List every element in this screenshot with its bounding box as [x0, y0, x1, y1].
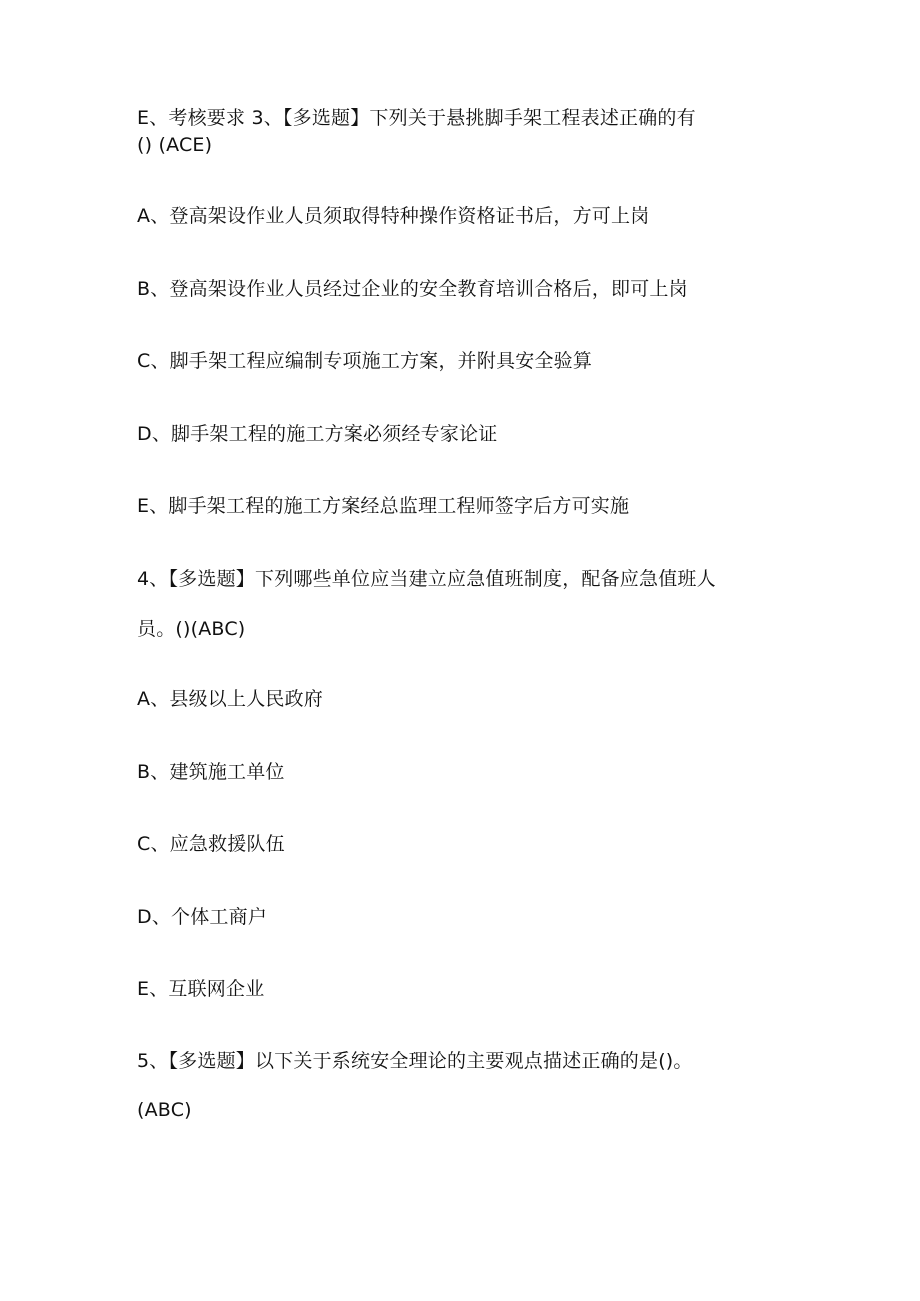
question-4-stem-line-1: 4、【多选题】下列哪些单位应当建立应急值班制度，配备应急值班人	[137, 568, 716, 590]
question-3-stem-line-1: E、考核要求 3、【多选题】下列关于悬挑脚手架工程表述正确的有	[137, 107, 696, 129]
question-4-option-c: C、应急救援队伍	[137, 833, 285, 855]
question-3-option-e: E、脚手架工程的施工方案经总监理工程师签字后方可实施	[137, 495, 630, 517]
question-3-option-a: A、登高架设作业人员须取得特种操作资格证书后，方可上岗	[137, 205, 650, 227]
question-5-stem-line-2: (ABC)	[137, 1099, 192, 1121]
question-4-option-a: A、县级以上人民政府	[137, 688, 323, 710]
question-3-option-c: C、脚手架工程应编制专项施工方案，并附具安全验算	[137, 350, 593, 372]
question-5-stem-line-1: 5、【多选题】以下关于系统安全理论的主要观点描述正确的是()。	[137, 1050, 693, 1072]
question-4-option-d: D、个体工商户	[137, 906, 268, 928]
question-3-option-d: D、脚手架工程的施工方案必须经专家论证	[137, 423, 498, 445]
question-4-stem-line-2: 员。()(ABC)	[137, 618, 246, 640]
question-3-stem-line-2: () (ACE)	[137, 134, 213, 156]
question-3-option-b: B、登高架设作业人员经过企业的安全教育培训合格后，即可上岗	[137, 278, 688, 300]
question-4-option-b: B、建筑施工单位	[137, 761, 285, 783]
question-4-option-e: E、互联网企业	[137, 978, 265, 1000]
